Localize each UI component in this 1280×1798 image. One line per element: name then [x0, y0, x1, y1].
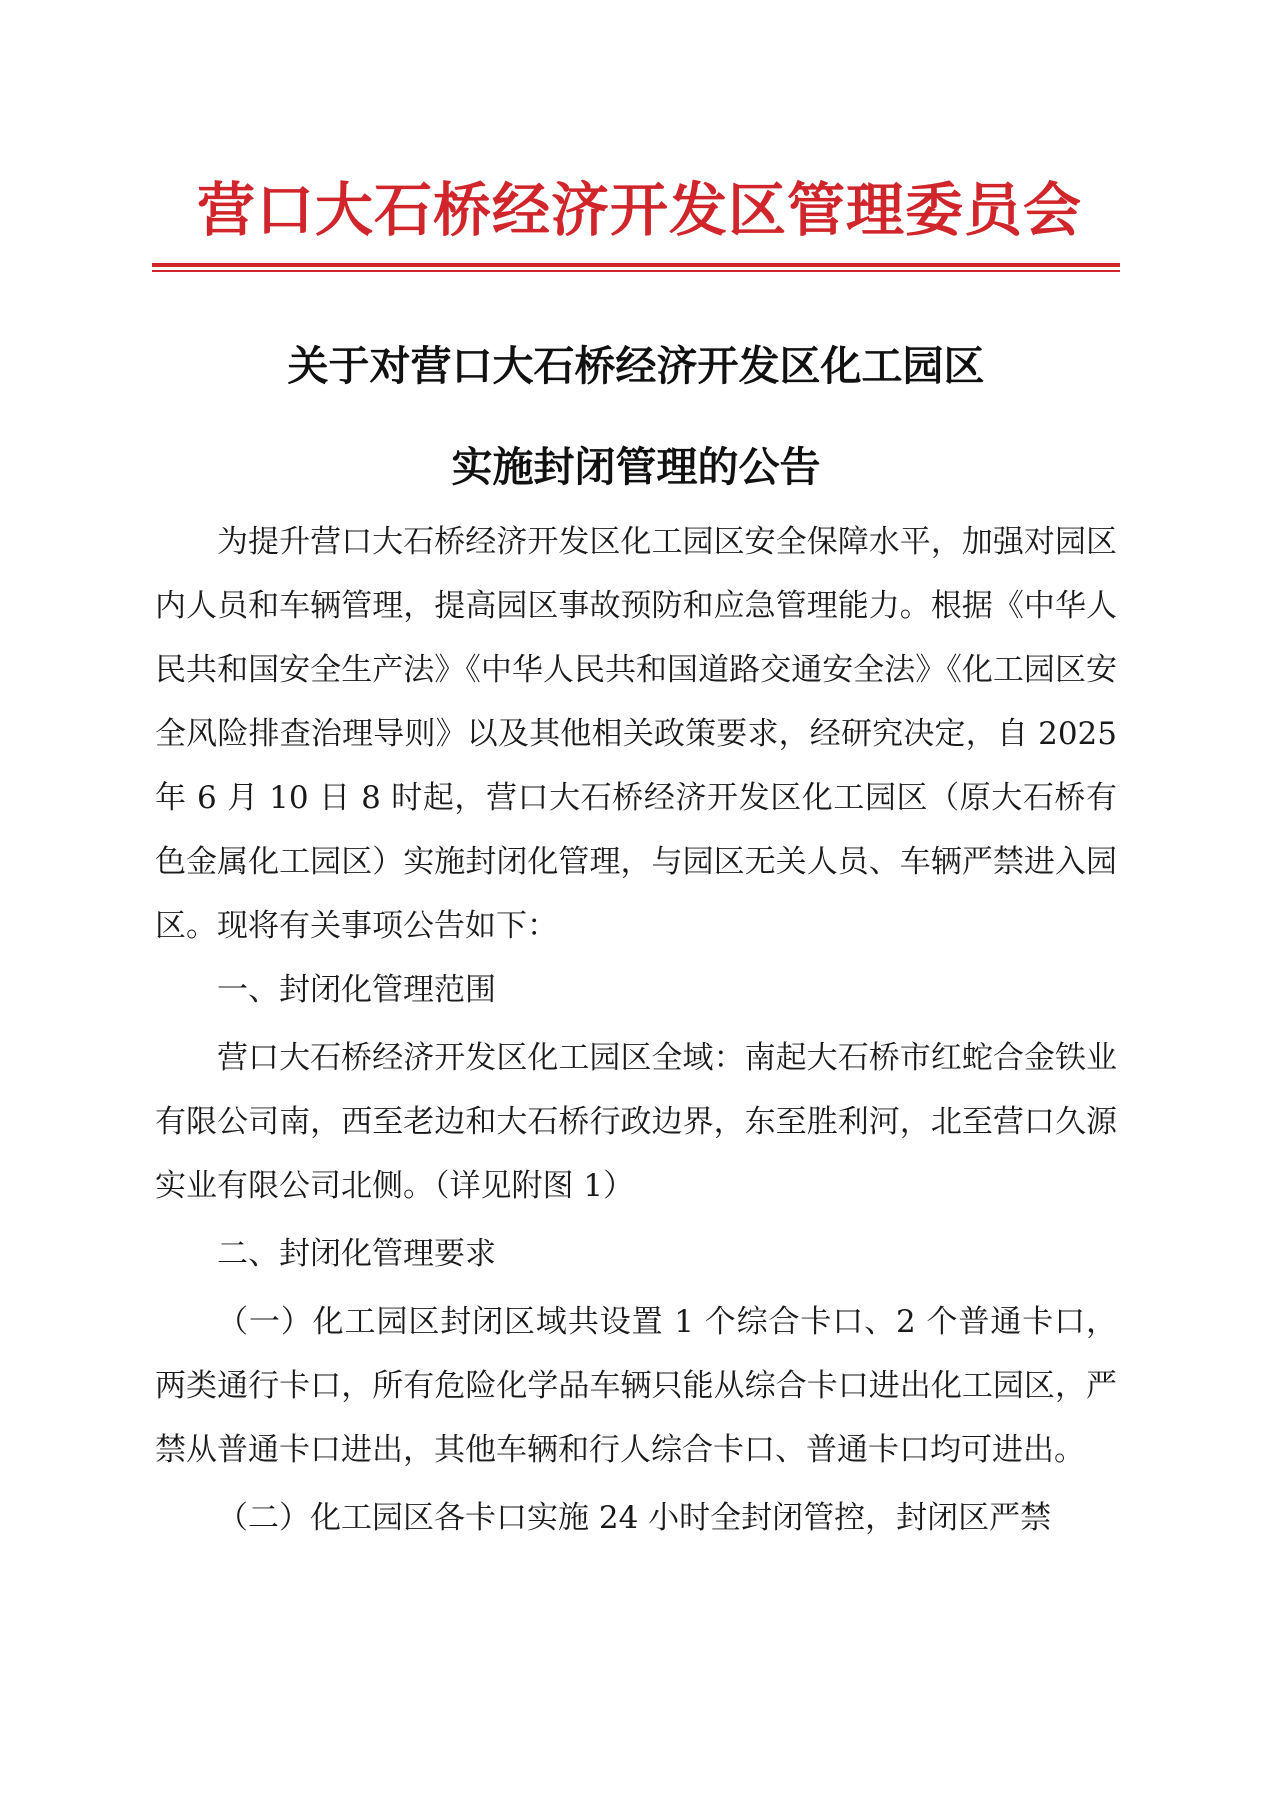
section-1-paragraph: 营口大石桥经济开发区化工园区全域：南起大石桥市红蛇合金铁业有限公司南，西至老边和大石桥行政边界，东至胜利河，北至营口久源实业有限公司北侧。（详见附图 1）	[155, 1040, 1117, 1204]
letterhead-red-rule	[152, 263, 1120, 267]
section-2-heading: 二、封闭化管理要求	[217, 1236, 496, 1272]
section-2-item-2: （二）化工园区各卡口实施 24 小时全封闭管控，封闭区严禁	[217, 1500, 1052, 1536]
notice-body	[155, 510, 1117, 1550]
section-2-item-1: （一）化工园区封闭区域共设置 1 个综合卡口、2 个普通卡口，两类通行卡口，所有危险化学品车辆只能从综合卡口进出化工园区，严禁从普通卡口进出，其他车辆和行人综合卡口、普通卡口均可进出。	[155, 1304, 1117, 1468]
intro-paragraph: 为提升营口大石桥经济开发区化工园区安全保障水平，加强对园区内人员和车辆管理，提高园区事故预防和应急管理能力。根据《中华人民共和国安全生产法》《中华人民共和国道路交通安全法》《化工园区安全风险排查治理导则》以及其他相关政策要求，经研究决定，自 2025 年 6 月 10 日 8 时起，营口大石桥经济开发区化工园区（原大石桥有色金属化工园区）实施封闭化管理，与园区无关人员、车辆严禁进入园区。现将有关事项公告如下：	[155, 524, 1117, 944]
notice-title-line-1: 关于对营口大石桥经济开发区化工园区	[287, 342, 985, 390]
section-1-heading: 一、封闭化管理范围	[217, 972, 496, 1008]
notice-title-line-2: 实施封闭管理的公告	[451, 443, 821, 491]
issuer-letterhead: 营口大石桥经济开发区管理委员会	[196, 176, 1082, 244]
letterhead-red-rule-thin	[152, 270, 1120, 272]
